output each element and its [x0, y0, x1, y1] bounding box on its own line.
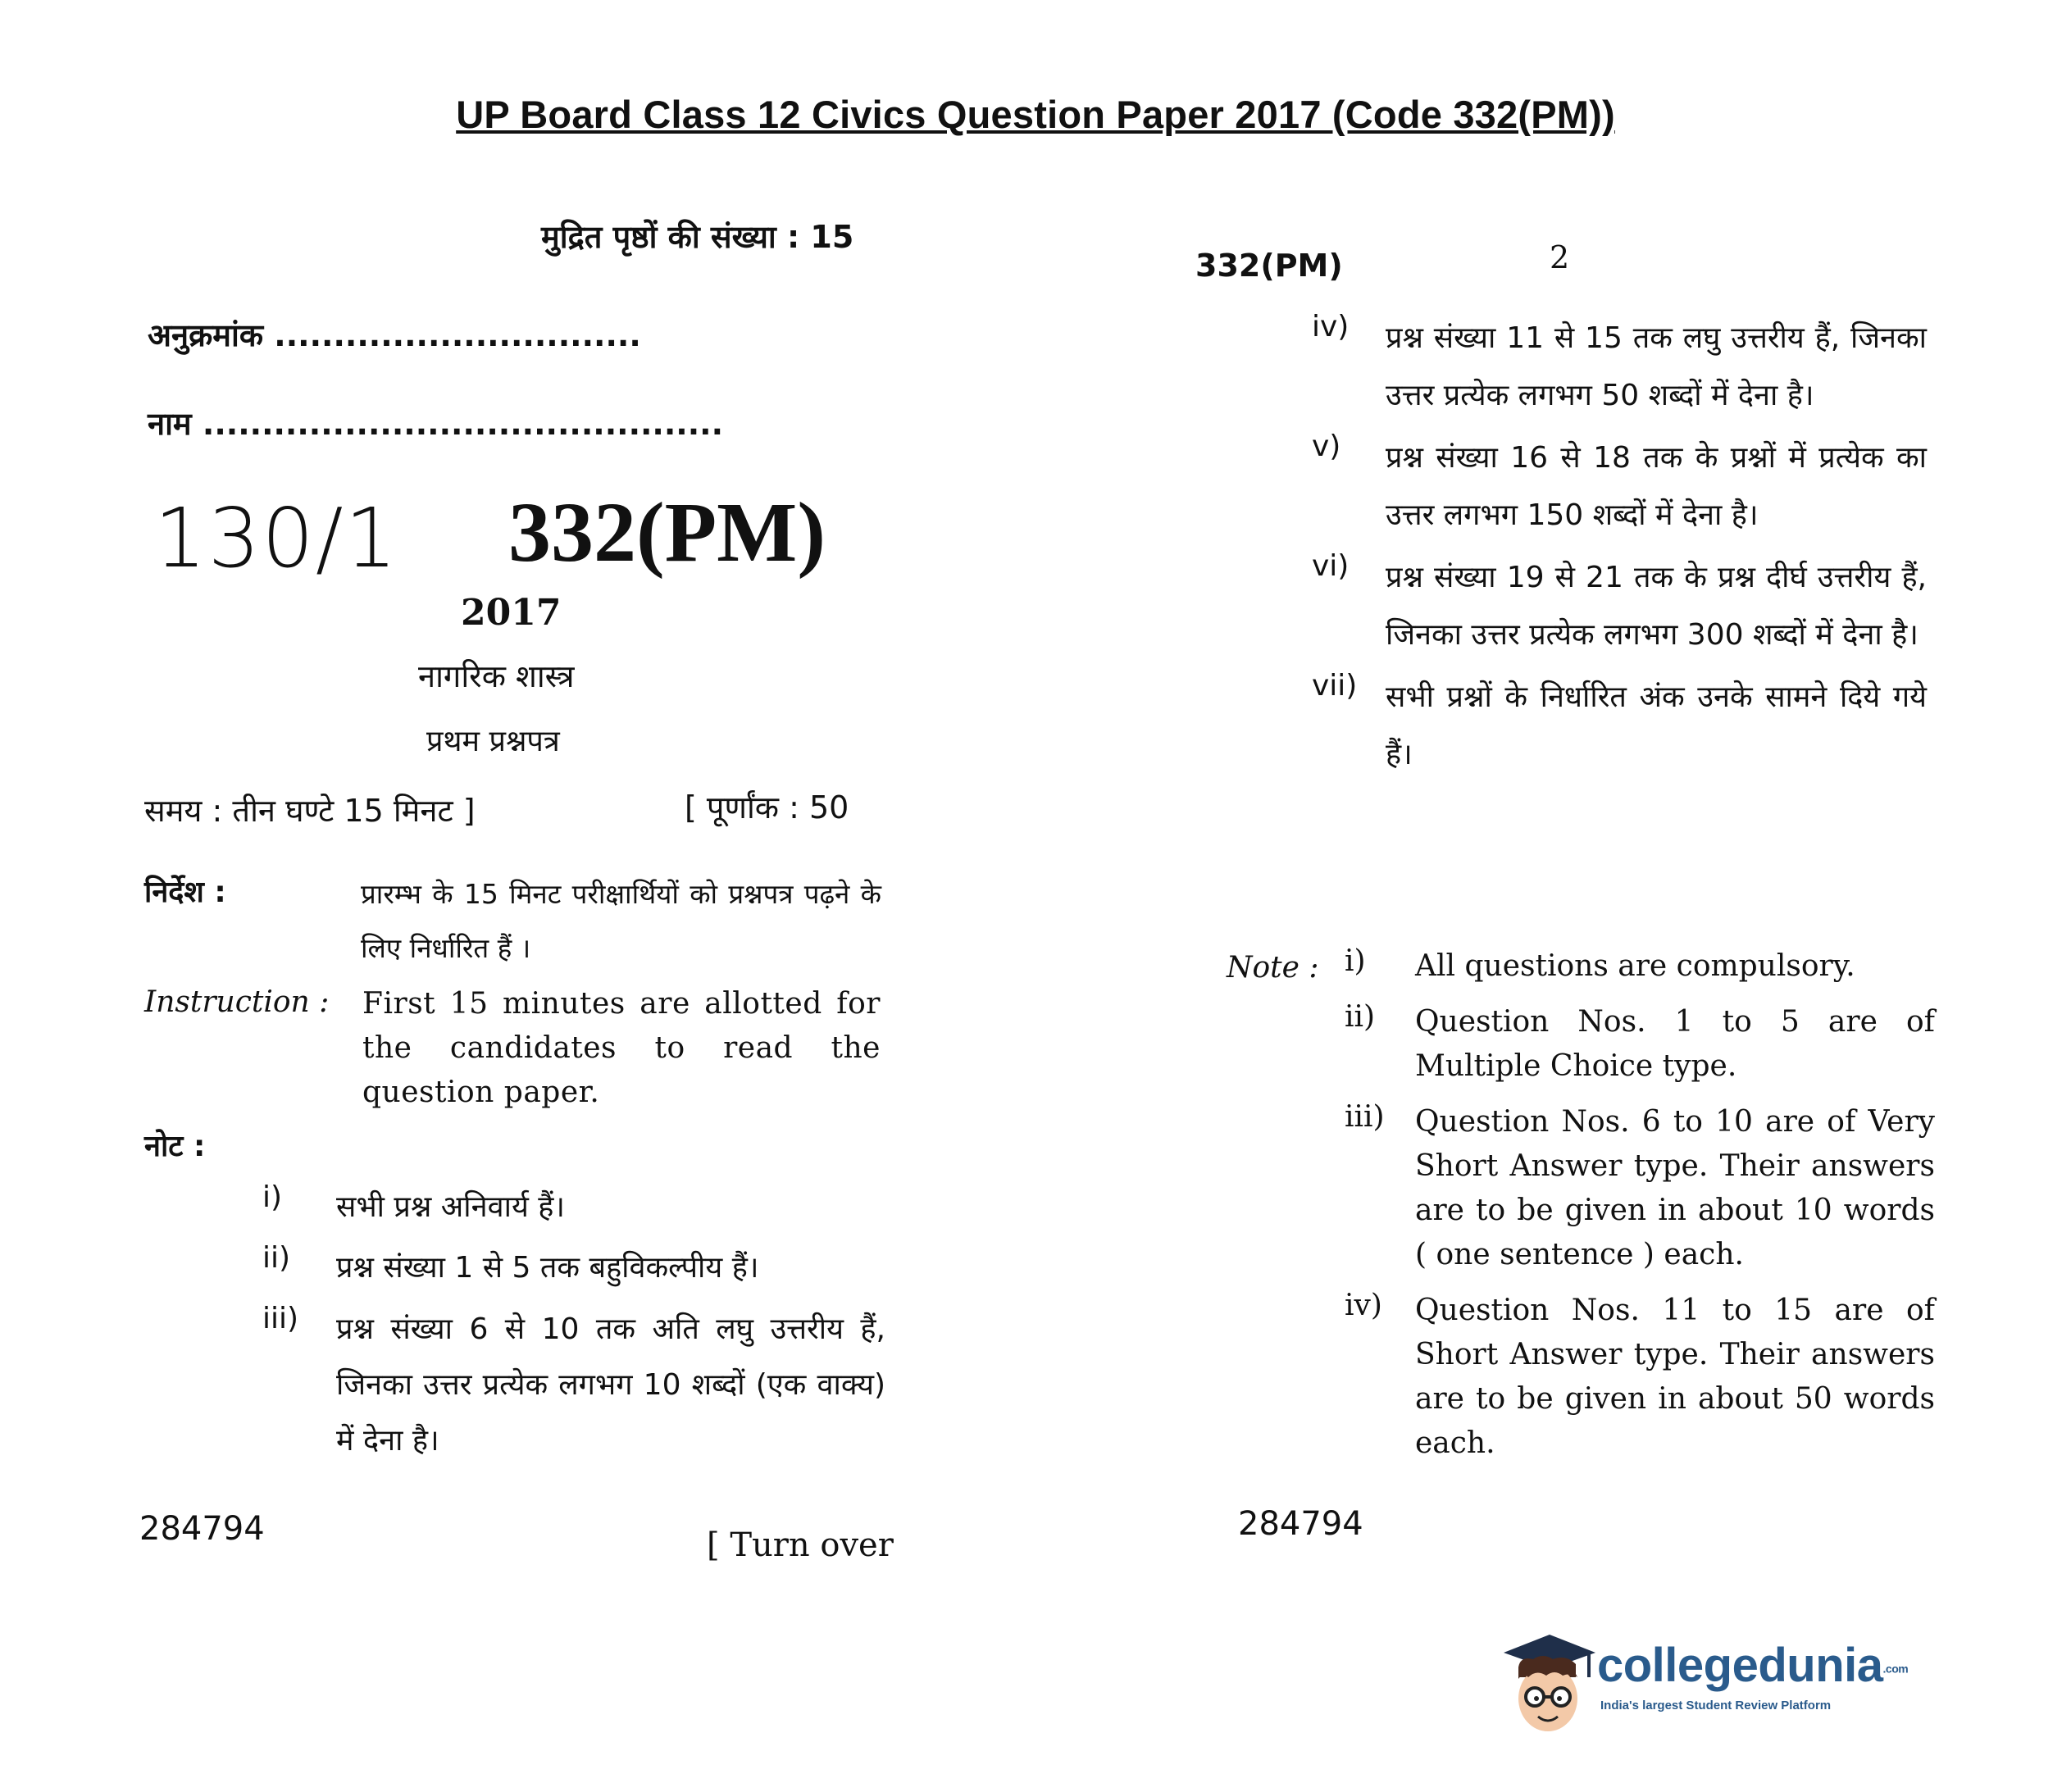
- instruction-text: First 15 minutes are allotted for the candidates to read the question paper.: [362, 987, 881, 1109]
- list-text: प्रश्न संख्या 16 से 18 तक के प्रश्नों में प्रत्येक का उत्तर लगभग 150 शब्दों में देना है।: [1386, 441, 1927, 532]
- list-item: [1345, 1289, 1935, 1466]
- list-text: Question Nos. 1 to 5 are of Multiple Choice type.: [1415, 1005, 1935, 1083]
- list-item: [1345, 944, 1935, 989]
- list-item: [1312, 549, 1927, 664]
- list-number: i): [1345, 944, 1366, 978]
- list-item: [262, 1302, 885, 1469]
- list-text: Question Nos. 11 to 15 are of Short Answer type. Their answers are to be given in about 50 words each.: [1415, 1294, 1935, 1460]
- note-label: नोट :: [144, 1130, 206, 1163]
- list-text: प्रश्न संख्या 11 से 15 तक लघु उत्तरीय हैं, जिनका उत्तर प्रत्येक लगभग 50 शब्दों में देना है।: [1386, 321, 1927, 412]
- list-number: iv): [1312, 310, 1350, 343]
- note-label-english: Note :: [1227, 951, 1319, 985]
- list-item: [1312, 310, 1927, 425]
- student-mascot-icon: [1500, 1631, 1599, 1738]
- max-marks: [ पूर्णांक : 50: [685, 789, 849, 826]
- list-text: All questions are compulsory.: [1415, 949, 1855, 983]
- list-number: v): [1312, 430, 1341, 463]
- list-item: [1345, 1100, 1935, 1277]
- directive-label: निर्देश :: [144, 876, 226, 909]
- page-number: 2: [1550, 239, 1570, 275]
- logo-suffix: .com: [1882, 1662, 1909, 1676]
- turn-over: [ Turn over: [707, 1526, 894, 1564]
- subject-name: नागरिक शास्त्र: [418, 658, 575, 694]
- hindi-notes-continued: [1312, 310, 1927, 784]
- instruction-label: Instruction :: [144, 985, 330, 1019]
- list-number: iii): [1345, 1100, 1385, 1134]
- list-number: ii): [1345, 1000, 1376, 1034]
- list-item: [1312, 430, 1927, 544]
- list-item: [1312, 669, 1927, 784]
- footer-code-right: 284794: [1238, 1505, 1363, 1543]
- paper-code: 332(PM): [508, 485, 826, 580]
- directive-text: प्रारम्भ के 15 मिनट परीक्षार्थियों को प्रश्नपत्र पढ़ने के लिए निर्धारित हैं ।: [361, 878, 881, 964]
- english-notes-list: [1345, 944, 1935, 1466]
- list-number: iii): [262, 1302, 299, 1335]
- list-number: i): [262, 1180, 283, 1214]
- list-text: Question Nos. 6 to 10 are of Very Short Answer type. Their answers are to be given in about 10 words ( one sentence ) each.: [1415, 1105, 1935, 1271]
- list-text: प्रश्न संख्या 1 से 5 तक बहुविकल्पीय हैं।: [336, 1251, 759, 1285]
- list-item: [262, 1241, 885, 1295]
- paper-name: प्रथम प्रश्नपत्र: [426, 725, 560, 758]
- logo-tagline: India's largest Student Review Platform: [1600, 1699, 1832, 1712]
- time-allowed: समय : तीन घण्टे 15 मिनट ]: [144, 793, 476, 829]
- name-field: नाम ............................................: [148, 406, 724, 442]
- document-title: UP Board Class 12 Civics Question Paper 2017 (Code 332(PM)): [456, 93, 1615, 136]
- list-item: [1345, 1000, 1935, 1089]
- list-text: प्रश्न संख्या 19 से 21 तक के प्रश्न दीर्घ उत्तरीय हैं, जिनका उत्तर प्रत्येक लगभग 300 शब्दों में देना है।: [1386, 561, 1927, 652]
- list-text: सभी प्रश्नों के निर्धारित अंक उनके सामने दिये गये हैं।: [1386, 680, 1927, 771]
- list-number: ii): [262, 1241, 291, 1275]
- list-number: iv): [1345, 1289, 1382, 1322]
- logo-wordmark: [1597, 1638, 1908, 1693]
- paper-number: 130/1: [154, 490, 399, 586]
- list-number: vi): [1312, 549, 1350, 583]
- hindi-notes-list: [262, 1180, 885, 1469]
- roll-number-field: अनुक्रमांक ...............................: [148, 317, 641, 353]
- list-item: [262, 1180, 885, 1235]
- collegedunia-logo: [1500, 1631, 1909, 1738]
- footer-code: 284794: [139, 1510, 265, 1548]
- logo-name: collegedunia: [1597, 1639, 1883, 1692]
- printed-pages: मुद्रित पृष्ठों की संख्या : 15: [541, 219, 854, 255]
- exam-year: 2017: [461, 592, 562, 634]
- list-text: सभी प्रश्न अनिवार्य हैं।: [336, 1190, 566, 1224]
- list-number: vii): [1312, 669, 1358, 703]
- list-text: प्रश्न संख्या 6 से 10 तक अति लघु उत्तरीय हैं, जिनका उत्तर प्रत्येक लगभग 10 शब्दों (एक वाक्य) में देना है।: [336, 1312, 885, 1458]
- page-code: 332(PM): [1195, 248, 1343, 284]
